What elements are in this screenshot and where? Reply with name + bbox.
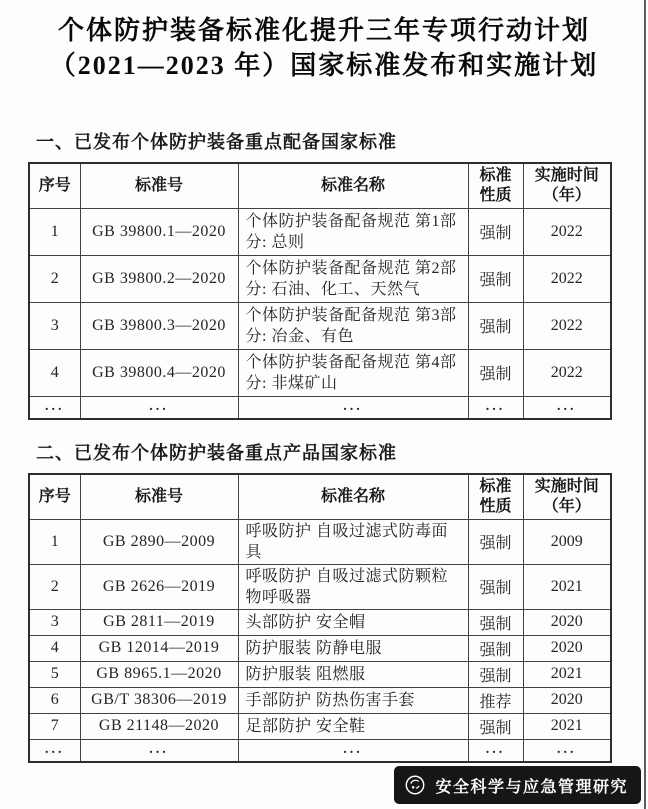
impl-year-cell: 2021 [523, 661, 611, 687]
table-row [29, 609, 611, 635]
header-impl-year [523, 163, 611, 208]
header-standard-name: 标准名称 [238, 474, 468, 519]
header-impl-year [523, 474, 611, 519]
impl-year-cell: 2021 [523, 713, 611, 739]
table-row [29, 687, 611, 713]
standard-type-cell: 强制 [468, 635, 523, 661]
serial-cell: 3 [29, 609, 80, 635]
header-standard-type [468, 163, 523, 208]
ellipsis-cell: ... [523, 739, 611, 762]
standard-number-cell: GB 21148—2020 [80, 713, 238, 739]
standard-number-cell: GB 8965.1—2020 [80, 661, 238, 687]
table-row [29, 713, 611, 739]
header-standard-name: 标准名称 [238, 163, 468, 208]
section-1-heading: 一、已发布个体防护装备重点配备国家标准 [36, 132, 397, 152]
impl-year-cell: 2022 [523, 302, 611, 349]
serial-cell: 5 [29, 661, 80, 687]
section-2-heading: 二、已发布个体防护装备重点产品国家标准 [36, 443, 397, 463]
equipped-standards-table [28, 162, 612, 420]
ellipsis-cell: ... [238, 396, 468, 419]
header-standard-type-line1: 标准 [479, 166, 512, 184]
serial-cell: 1 [29, 519, 80, 564]
serial-cell: 2 [29, 564, 80, 609]
standard-number-cell: GB/T 38306—2019 [80, 687, 238, 713]
publisher-logo-icon [404, 774, 426, 796]
standard-type-cell: 强制 [468, 661, 523, 687]
table-ellipsis-row [29, 739, 611, 762]
impl-year-cell: 2020 [523, 609, 611, 635]
ellipsis-cell: ... [80, 396, 238, 419]
impl-year-cell: 2009 [523, 519, 611, 564]
table-row [29, 255, 611, 302]
table-row [29, 661, 611, 687]
header-impl-year-line2: （年） [542, 186, 591, 204]
product-standards-table [28, 473, 612, 763]
header-standard-number: 标准号 [80, 474, 238, 519]
standard-name-cell: 个体防护装备配备规范 第2部分: 石油、化工、天然气 [238, 255, 468, 302]
header-serial: 序号 [29, 163, 80, 208]
header-impl-year-line1: 实施时间 [534, 477, 599, 495]
publisher-watermark-label: 安全科学与应急管理研究 [435, 778, 628, 796]
standard-type-cell: 强制 [468, 349, 523, 396]
standard-type-cell: 强制 [468, 302, 523, 349]
table-row [29, 349, 611, 396]
impl-year-cell: 2020 [523, 687, 611, 713]
standard-type-cell: 强制 [468, 255, 523, 302]
ellipsis-cell: ... [523, 396, 611, 419]
impl-year-cell: 2020 [523, 635, 611, 661]
serial-cell: 4 [29, 349, 80, 396]
header-standard-type-line2: 性质 [479, 497, 512, 515]
serial-cell: 1 [29, 208, 80, 255]
standard-name-cell: 防护服装 防静电服 [238, 635, 468, 661]
page-edge-divider [644, 0, 646, 809]
serial-cell: 3 [29, 302, 80, 349]
header-standard-type-line1: 标准 [479, 477, 512, 495]
impl-year-cell: 2022 [523, 349, 611, 396]
document-title [0, 0, 648, 83]
table-header-row [29, 474, 611, 519]
header-impl-year-line2: （年） [542, 497, 591, 515]
table-row [29, 208, 611, 255]
impl-year-cell: 2021 [523, 564, 611, 609]
serial-cell: 2 [29, 255, 80, 302]
standard-name-cell: 防护服装 阻燃服 [238, 661, 468, 687]
publisher-watermark-badge [394, 766, 641, 804]
impl-year-cell: 2022 [523, 255, 611, 302]
ellipsis-cell: ... [468, 739, 523, 762]
standard-number-cell: GB 39800.2—2020 [80, 255, 238, 302]
table-ellipsis-row [29, 396, 611, 419]
standard-name-cell: 头部防护 安全帽 [238, 609, 468, 635]
standard-type-cell: 推荐 [468, 687, 523, 713]
ellipsis-cell: ... [238, 739, 468, 762]
standard-number-cell: GB 39800.3—2020 [80, 302, 238, 349]
serial-cell: 7 [29, 713, 80, 739]
standard-name-cell: 个体防护装备配备规范 第1部分: 总则 [238, 208, 468, 255]
header-standard-type-line2: 性质 [479, 186, 512, 204]
serial-cell: 4 [29, 635, 80, 661]
ellipsis-cell: ... [80, 739, 238, 762]
header-serial: 序号 [29, 474, 80, 519]
ellipsis-cell: ... [468, 396, 523, 419]
standard-name-cell: 呼吸防护 自吸过滤式防颗粒物呼吸器 [238, 564, 468, 609]
header-impl-year-line1: 实施时间 [534, 166, 599, 184]
standard-name-cell: 个体防护装备配备规范 第4部分: 非煤矿山 [238, 349, 468, 396]
table-row [29, 564, 611, 609]
document-title-line2: （2021—2023 年）国家标准发布和实施计划 [49, 51, 599, 80]
header-standard-type [468, 474, 523, 519]
standard-number-cell: GB 39800.1—2020 [80, 208, 238, 255]
standard-type-cell: 强制 [468, 609, 523, 635]
standard-number-cell: GB 12014—2019 [80, 635, 238, 661]
standard-name-cell: 手部防护 防热伤害手套 [238, 687, 468, 713]
ellipsis-cell: ... [29, 739, 80, 762]
standard-name-cell: 个体防护装备配备规范 第3部分: 冶金、有色 [238, 302, 468, 349]
document-title-line1: 个体防护装备标准化提升三年专项行动计划 [57, 16, 590, 45]
standard-type-cell: 强制 [468, 564, 523, 609]
header-standard-number: 标准号 [80, 163, 238, 208]
table-header-row [29, 163, 611, 208]
table-row [29, 519, 611, 564]
standard-number-cell: GB 2890—2009 [80, 519, 238, 564]
standard-name-cell: 呼吸防护 自吸过滤式防毒面具 [238, 519, 468, 564]
standard-name-cell: 足部防护 安全鞋 [238, 713, 468, 739]
standard-number-cell: GB 2626—2019 [80, 564, 238, 609]
standard-type-cell: 强制 [468, 519, 523, 564]
ellipsis-cell: ... [29, 396, 80, 419]
standard-number-cell: GB 39800.4—2020 [80, 349, 238, 396]
impl-year-cell: 2022 [523, 208, 611, 255]
serial-cell: 6 [29, 687, 80, 713]
table-row [29, 635, 611, 661]
standard-type-cell: 强制 [468, 208, 523, 255]
standard-number-cell: GB 2811—2019 [80, 609, 238, 635]
table-row [29, 302, 611, 349]
standard-type-cell: 强制 [468, 713, 523, 739]
